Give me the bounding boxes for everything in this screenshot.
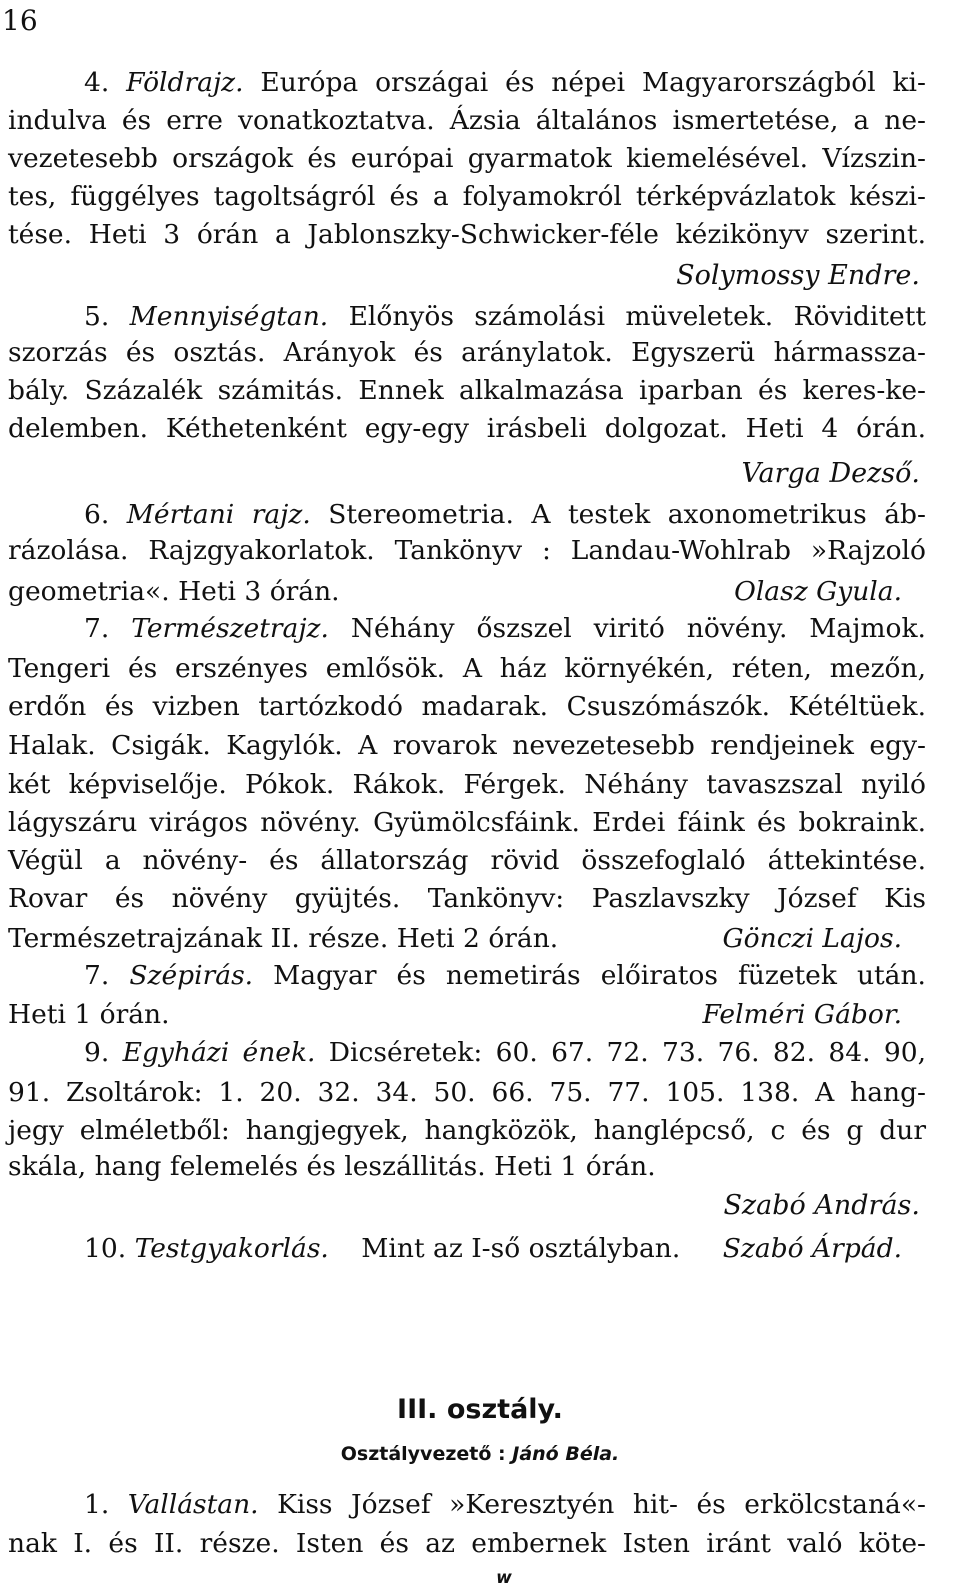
subject-text: Természetrajzának II. része. Heti 2 órán.: [8, 923, 559, 954]
text-line: lágyszáru virágos növény. Gyümölcsfáink. Erdei fáink és bokraink.: [8, 807, 926, 838]
text-line: indulva és erre vonatkoztatva. Ázsia általános ismertetése, a ne-: [8, 105, 926, 136]
teacher-signature: Gönczi Lajos.: [722, 923, 902, 954]
subject-name: Természetrajz.: [131, 613, 329, 644]
teacher-signature: Szabó András.: [723, 1190, 920, 1221]
subject-name: Földrajz.: [126, 67, 244, 98]
catchword: w: [496, 1568, 512, 1588]
text-line: [8, 1148, 926, 1185]
subject-text: Heti 1 órán.: [8, 999, 170, 1030]
subject-text: Kiss József »Keresztyén hit- és erkölcstaná«-: [277, 1489, 926, 1520]
subject-text: geometria«. Heti 3 órán.: [8, 576, 340, 607]
text-line: jegy elméletből: hangjegyek, hangközök, hanglépcső, c és g dur: [8, 1115, 926, 1146]
subject-text: Stereometria. A testek axonometrikus áb-: [328, 499, 926, 530]
text-line: tése. Heti 3 órán a Jablonszky-Schwicker-féle kézikönyv szerint.: [8, 219, 926, 250]
subject-number: 6.: [84, 499, 110, 530]
text-line: Rovar és növény gyüjtés. Tankönyv: Paszlavszky József Kis: [8, 883, 926, 914]
section-heading: III. osztály.: [397, 1394, 563, 1425]
text-line: nak I. és II. része. Isten és az embernek Isten iránt való köte-: [8, 1528, 926, 1559]
subject-line: [84, 1034, 926, 1071]
line-text: [84, 1230, 680, 1267]
text-line: rázolása. Rajzgyakorlatok. Tankönyv : Landau-Wohlrab »Rajzoló: [8, 535, 926, 566]
page-number: 16: [2, 4, 38, 37]
subject-number: 1.: [84, 1489, 110, 1520]
subject-name: Szépirás.: [129, 960, 254, 991]
subject-text: Előnyös számolási müveletek. Röviditett: [348, 301, 926, 332]
subject-number: 4.: [84, 67, 110, 98]
subject-name: Testgyakorlás.: [134, 1233, 329, 1264]
subject-name: Mértani rajz.: [126, 499, 311, 530]
teacher-signature: Szabó Árpád.: [722, 1233, 902, 1264]
subject-name: Vallástan.: [127, 1489, 259, 1520]
text-line: két képviselője. Pókok. Rákok. Férgek. Néhány tavaszszal nyiló: [8, 769, 926, 800]
text-line: vezetesebb országok és európai gyarmatok kiemelésével. Vízszin-: [8, 143, 926, 174]
text-line: bály. Százalék számitás. Ennek alkalmazása iparban és keres-ke-: [8, 375, 926, 406]
line-text: [8, 573, 340, 610]
subject-line: [84, 496, 926, 533]
subject-text: skála, hang felemelés és leszállitás. Heti 1 órán.: [8, 1151, 656, 1182]
subject-line: [84, 1486, 926, 1523]
teacher-signature: Solymossy Endre.: [676, 260, 920, 291]
text-line: [8, 996, 926, 1033]
subject-text: Európa országai és népei Magyarországból ki-: [260, 67, 926, 98]
text-line: Tengeri és erszényes emlősök. A ház környékén, réten, mezőn,: [8, 653, 926, 684]
subject-line: [84, 64, 926, 101]
line-text: [8, 920, 558, 957]
text-line: tes, függélyes tagoltságról és a folyamokról térképvázlatok készi-: [8, 181, 926, 212]
text-line: [8, 573, 926, 610]
subject-number: 10.: [84, 1233, 135, 1264]
subject-line: [84, 957, 926, 994]
section-subheading: [0, 1443, 960, 1465]
teacher-signature: Felméri Gábor.: [702, 999, 902, 1030]
subject-number: 7.: [84, 613, 110, 644]
subject-line: [84, 610, 926, 647]
teacher-signature: Olasz Gyula.: [734, 576, 902, 607]
subject-text: Dicséretek: 60. 67. 72. 73. 76. 82. 84. 90,: [328, 1037, 926, 1068]
line-text: [8, 996, 170, 1033]
subject-text: Magyar és nemetirás előiratos füzetek után.: [273, 960, 926, 991]
text-line: 91. Zsoltárok: 1. 20. 32. 34. 50. 66. 75. 77. 105. 138. A hang-: [8, 1077, 926, 1108]
subject-number: 9.: [84, 1037, 110, 1068]
text-line: Végül a növény- és állatország rövid összefoglaló áttekintése.: [8, 845, 926, 876]
subject-name: Mennyiségtan.: [129, 301, 329, 332]
text-line: [8, 920, 926, 957]
text-line: erdőn és vizben tartózkodó madarak. Csuszómászók. Kétéltüek.: [8, 691, 926, 722]
subject-line: [84, 1230, 926, 1267]
text-line: Halak. Csigák. Kagylók. A rovarok nevezetesebb rendjeinek egy-: [8, 730, 926, 761]
text-line: delemben. Kéthetenként egy-egy irásbeli dolgozat. Heti 4 órán.: [8, 413, 926, 444]
subject-text: Néhány őszszel viritó növény. Majmok.: [350, 613, 926, 644]
text-line: szorzás és osztás. Arányok és aránylatok. Egyszerü hármassza-: [8, 337, 926, 368]
teacher-signature: Varga Dezső.: [741, 458, 920, 489]
class-teacher-label: Osztályvezető :: [340, 1443, 506, 1465]
class-teacher-name: Jánó Béla.: [512, 1443, 620, 1465]
subject-name: Egyházi ének.: [122, 1037, 316, 1068]
subject-number: 5.: [84, 301, 110, 332]
subject-line: [84, 298, 926, 335]
subject-text: Mint az I-ső osztályban.: [361, 1233, 681, 1264]
subject-number: 7.: [84, 960, 110, 991]
